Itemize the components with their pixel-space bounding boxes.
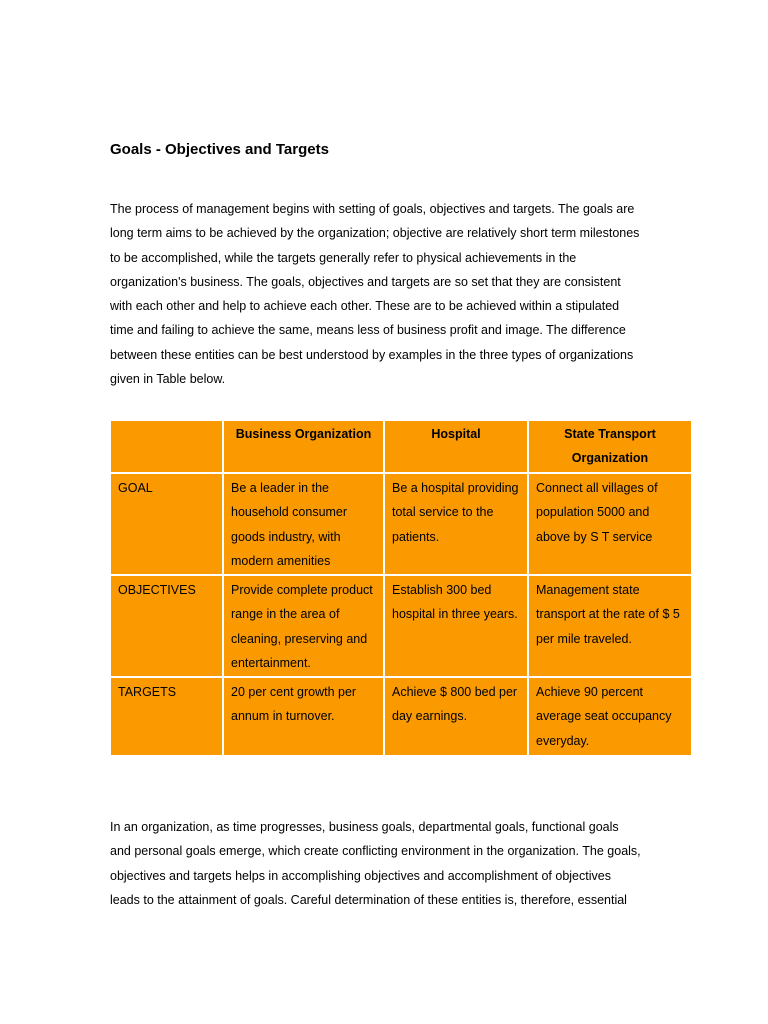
cell-text: above by S T service [536,529,653,544]
table-cell [529,474,691,574]
cell-text: 20 per cent growth per [231,685,357,699]
table-header-cell [111,421,222,472]
cell-text: TARGETS [118,685,177,699]
cell-text: annum in turnover. [231,709,335,724]
cell-text: entertainment. [231,655,311,670]
table-cell [224,474,383,574]
cell-text: hospital in three years. [392,607,518,622]
intro-line: given in Table below. [110,372,226,387]
cell-text: Hospital [431,427,481,441]
page-title: Goals - Objectives and Targets [110,141,329,158]
intro-line: between these entities can be best understood by examples in the three types of organizations [110,347,634,362]
cell-text: Connect all villages of [536,481,658,495]
cell-text: State Transport [564,427,656,441]
goals-table [110,420,692,756]
intro-line: with each other and help to achieve each other. These are to be achieved within a stipulated [110,299,620,314]
table-cell [111,576,222,676]
cell-text: transport at the rate of $ 5 [536,607,680,622]
cell-text: Establish 300 bed [392,583,492,597]
cell-text: Organization [571,451,649,466]
cell-text: modern amenities [231,553,331,568]
closing-line: leads to the attainment of goals. Careful determination of these entities is, therefore, essential [110,892,627,907]
closing-paragraph [110,815,670,912]
cell-text: population 5000 and [536,505,650,520]
cell-text: Achieve $ 800 bed per [392,685,518,699]
cell-text: Be a hospital providing [392,481,519,495]
table-cell [385,678,527,755]
cell-text: day earnings. [392,709,468,724]
table-header-cell [529,421,691,472]
cell-text: everyday. [536,733,590,748]
table-cell [529,576,691,676]
cell-text: Management state [536,583,640,597]
table-cell [111,474,222,574]
cell-text: household consumer [231,505,348,520]
cell-text: average seat occupancy [536,709,672,724]
cell-text: per mile traveled. [536,631,632,646]
cell-text: range in the area of [231,607,340,622]
closing-line: In an organization, as time progresses, business goals, departmental goals, functional goals [110,820,619,834]
closing-line: objectives and targets helps in accomplishing objectives and accomplishment of objectives [110,868,611,883]
cell-text: OBJECTIVES [118,583,196,597]
cell-text: patients. [392,529,440,544]
cell-text: Provide complete product [231,583,373,597]
cell-text: Achieve 90 percent [536,685,644,699]
table-cell [385,474,527,574]
cell-text: total service to the [392,505,494,520]
cell-text: cleaning, preserving and [231,631,368,646]
table-cell [385,576,527,676]
cell-text: Be a leader in the [231,481,329,495]
intro-line: time and failing to achieve the same, means less of business profit and image. The difference [110,323,626,338]
table-cell [224,678,383,755]
table-header-cell [224,421,383,472]
closing-line: and personal goals emerge, which create conflicting environment in the organization. The goals, [110,844,641,859]
intro-paragraph [110,197,670,391]
table-cell [224,576,383,676]
table-header-cell [385,421,527,472]
intro-line: long term aims to be achieved by the organization; objective are relatively short term milestones [110,226,640,241]
cell-text: Business Organization [235,427,372,441]
cell-text: goods industry, with [231,529,341,544]
intro-line: organization's business. The goals, objectives and targets are so set that they are consistent [110,274,621,289]
table-cell [111,678,222,755]
intro-line: to be accomplished, while the targets generally refer to physical achievements in the [110,250,577,265]
intro-line: The process of management begins with setting of goals, objectives and targets. The goals are [110,202,635,216]
table-cell [529,678,691,755]
cell-text: GOAL [118,481,153,495]
